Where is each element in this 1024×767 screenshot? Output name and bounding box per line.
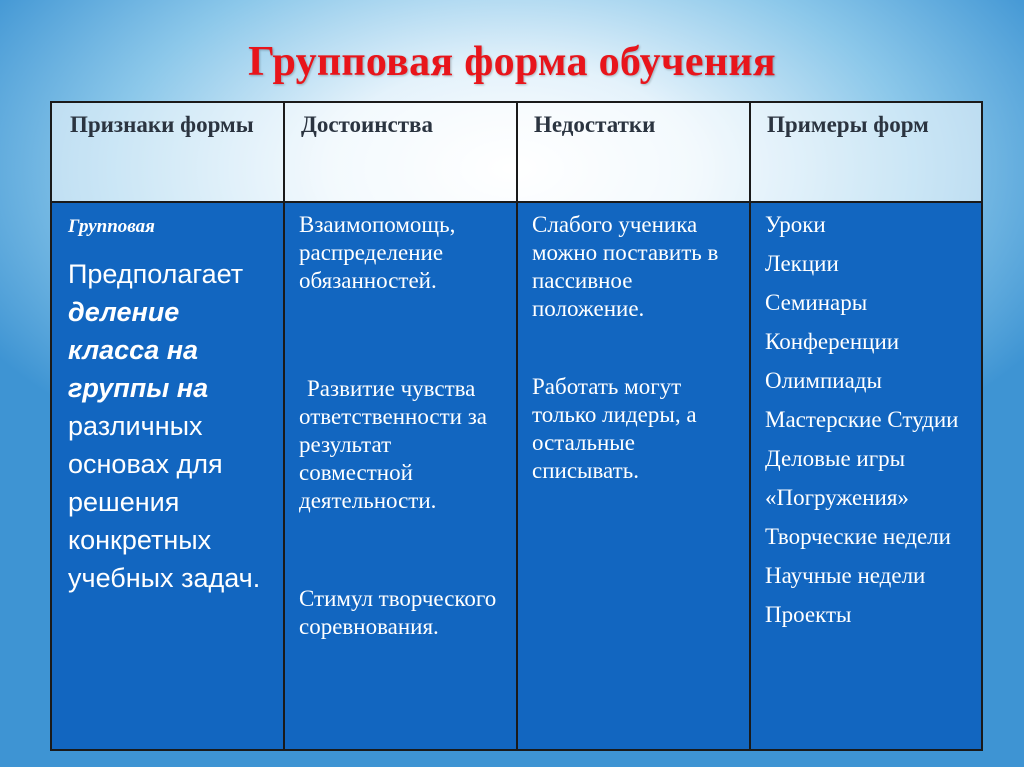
list-item: Олимпиады [765,368,882,393]
table-row [51,202,982,750]
list-item: Конференции [765,329,900,354]
list-item: Лекции [765,251,839,276]
signs-cell [51,202,284,750]
disadvantage-item: Слабого ученика можно поставить в пассивное положение. [532,212,719,321]
list-item: Деловые игры [765,446,906,471]
disadvantages-cell [517,202,750,750]
table-header-row [51,102,982,202]
sign-text-emphasis: деление класса на группы на [68,297,209,403]
advantage-item: Развитие чувства ответственности за результат совместной деятельности. [299,376,488,513]
examples-list [765,211,971,629]
advantage-item: Стимул творческого соревнования. [299,586,497,639]
list-item: Научные недели [765,563,926,588]
list-item: Семинары [765,290,868,315]
sign-text-after: различных основах для решения конкретных учебных задач. [68,411,261,593]
sign-description [68,255,273,597]
list-item: Проекты [765,602,852,627]
list-item: Творческие недели [765,524,951,549]
header-examples: Примеры форм [750,102,982,202]
page-title: Групповая форма обучения [248,39,776,85]
comparison-table [50,101,983,751]
sign-text-before: Предполагает [68,259,244,289]
disadvantage-item: Работать могут только лидеры, а остальные списывать. [532,374,697,483]
advantage-item: Взаимопомощь, распределение обязанностей. [299,212,456,293]
header-advantages: Достоинства [284,102,517,202]
header-disadvantages: Недостатки [517,102,750,202]
list-item: Мастерские Студии [765,407,959,432]
examples-cell [750,202,982,750]
advantages-cell [284,202,517,750]
list-item: Уроки [765,212,826,237]
header-signs: Признаки формы [51,102,284,202]
list-item: «Погружения» [765,485,909,510]
sign-label: Групповая [68,216,155,237]
